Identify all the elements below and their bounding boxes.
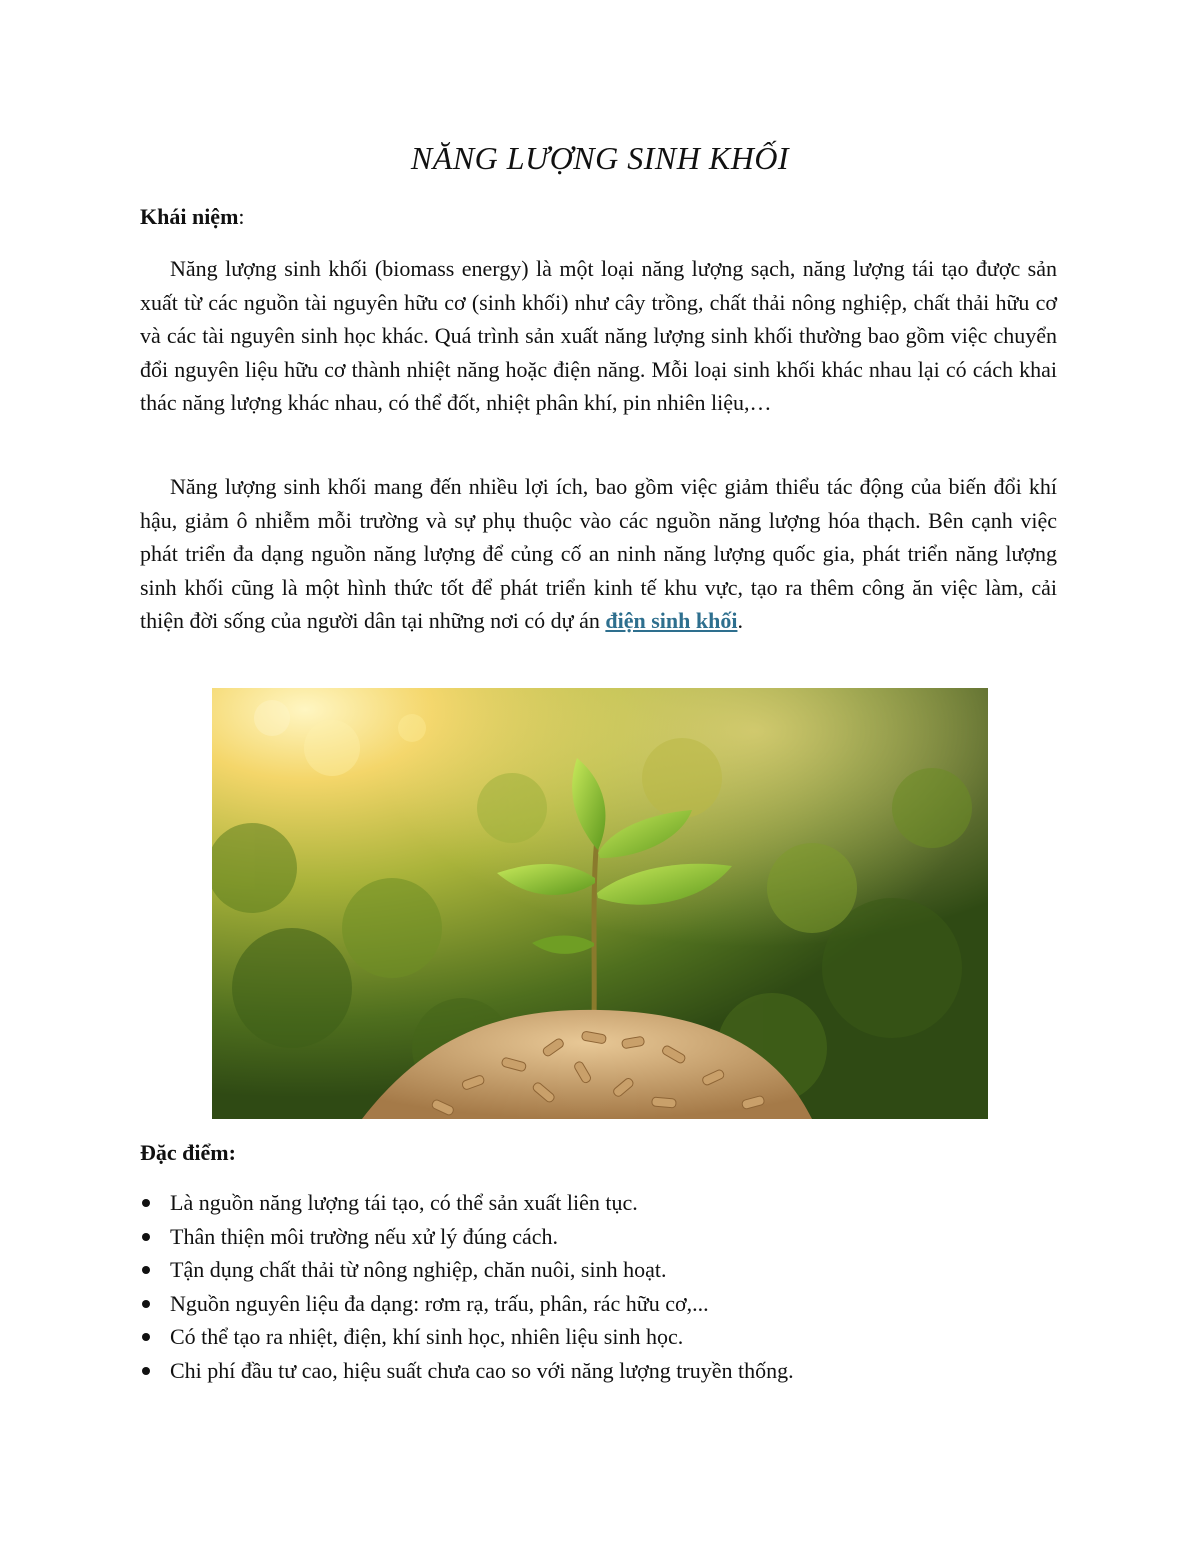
bullet-icon — [142, 1199, 150, 1207]
list-item — [140, 1253, 1060, 1287]
list-item-text: Tận dụng chất thải từ nông nghiệp, chăn nuôi, sinh hoạt. — [170, 1257, 667, 1283]
list-item-text: Thân thiện môi trường nếu xử lý đúng cách. — [170, 1223, 559, 1249]
seedling-illustration — [212, 688, 988, 1119]
concept-paragraph-1: Năng lượng sinh khối (biomass energy) là một loại năng lượng sạch, năng lượng tái tạo được sản xuất từ các nguồn tài nguyên hữu cơ (sinh khối) như cây trồng, chất thải nông nghiệp, chất thải hữu cơ và các tài nguyên sinh học khác. Quá trình sản xuất năng lượng sinh khối thường bao gồm việc chuyển đổi nguyên liệu hữu cơ thành nhiệt năng hoặc điện năng. Mỗi loại sinh khối khác nhau lại có cách khai thác năng lượng khác nhau, có thể đốt, nhiệt phân khí, pin nhiên liệu,… — [140, 256, 1057, 416]
bullet-icon — [142, 1367, 150, 1375]
list-item — [140, 1220, 1060, 1254]
features-heading: Đặc điểm: — [140, 1140, 236, 1165]
list-item — [140, 1287, 1060, 1321]
concept-heading-colon: : — [238, 204, 245, 229]
bullet-icon — [142, 1333, 150, 1341]
paragraph-2-end: . — [737, 608, 743, 634]
list-item-text: Chi phí đầu tư cao, hiệu suất chưa cao so với năng lượng truyền thống. — [170, 1357, 794, 1383]
list-item — [140, 1186, 1060, 1220]
list-item — [140, 1354, 1060, 1388]
concept-paragraph-2 — [140, 470, 1057, 638]
list-item — [140, 1320, 1060, 1354]
bullet-icon — [142, 1266, 150, 1274]
seedling-photo — [212, 688, 988, 1119]
concept-heading-text: Khái niệm — [140, 204, 239, 229]
paragraph-2-text: Năng lượng sinh khối mang đến nhiều lợi ích, bao gồm việc giảm thiểu tác động của biến đổi khí hậu, giảm ô nhiễm mỗi trường và sự phụ thuộc vào các nguồn năng lượng hóa thạch. Bên cạnh việc phát triển đa dạng nguồn năng lượng để củng cố an ninh năng lượng quốc gia, phát triển năng lượng sinh khối cũng là một hình thức tốt để phát triển kinh tế khu vực, tạo ra thêm công ăn việc làm, cải thiện đời sống của người dân tại những nơi có dự án — [140, 474, 1057, 634]
bullet-icon — [142, 1300, 150, 1308]
list-item-text: Nguồn nguyên liệu đa dạng: rơm rạ, trấu, phân, rác hữu cơ,... — [170, 1290, 709, 1316]
concept-heading — [140, 204, 245, 230]
bullet-icon — [142, 1233, 150, 1241]
biomass-power-link[interactable]: điện sinh khối — [605, 608, 738, 634]
list-item-text: Là nguồn năng lượng tái tạo, có thể sản xuất liên tục. — [170, 1190, 638, 1215]
features-list — [140, 1186, 1060, 1388]
page-title: NĂNG LƯỢNG SINH KHỐI — [410, 140, 790, 176]
list-item-text: Có thể tạo ra nhiệt, điện, khí sinh học, nhiên liệu sinh học. — [170, 1324, 684, 1350]
